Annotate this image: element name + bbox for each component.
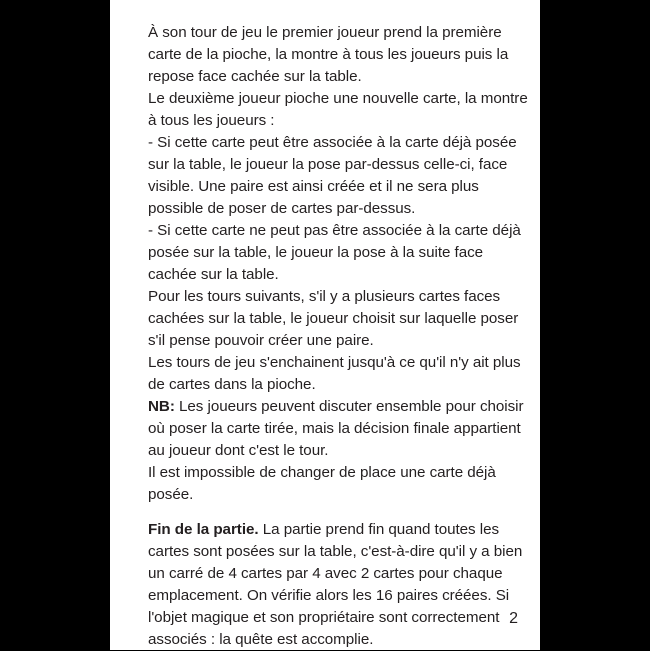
paragraph-8 [148,462,532,506]
paragraph-5 [148,286,532,352]
page-sheet [110,0,540,650]
page-number: 2 [509,610,518,627]
paragraph-4 [148,220,532,286]
paragraph-3-text: - Si cette carte peut être associée à la carte déjà posée sur la table, le joueur la pose par-dessus celle-ci, face visible. Une paire est ainsi créée et il ne sera plus possible de poser de cartes par-dessus. [148,134,517,217]
paragraph-5-text: Pour les tours suivants, s'il y a plusieurs cartes faces cachées sur la table, le joueur choisit sur laquelle poser s'il pense pouvoir créer une paire. [148,288,519,349]
end-of-game-heading: Fin de la partie. [148,521,259,538]
body-text-column [148,22,532,651]
paragraph-8-text: Il est impossible de changer de place une carte déjà posée. [148,464,496,503]
paragraph-7-text: Les joueurs peuvent discuter ensemble pour choisir où poser la carte tirée, mais la décision finale appartient au joueur dont c'est le tour. [148,398,524,459]
paragraph-4-text: - Si cette carte ne peut pas être associée à la carte déjà posée sur la table, le joueur la pose à la suite face cachée sur la table. [148,222,521,283]
paragraph-9-end-of-game [148,519,532,651]
paragraph-6-text: Les tours de jeu s'enchainent jusqu'à ce qu'il n'y ait plus de cartes dans la pioche. [148,354,521,393]
note-label: NB: [148,398,175,415]
paragraph-7-note [148,396,532,462]
paragraph-3 [148,132,532,220]
paragraph-6 [148,352,532,396]
paragraph-2 [148,88,532,132]
paragraph-1 [148,22,532,88]
paragraph-2-text: Le deuxième joueur pioche une nouvelle carte, la montre à tous les joueurs : [148,90,528,129]
paragraph-1-text: À son tour de jeu le premier joueur prend la première carte de la pioche, la montre à tous les joueurs puis la repose face cachée sur la table. [148,24,509,85]
paragraph-9-text: La partie prend fin quand toutes les cartes sont posées sur la table, c'est-à-dire qu'il y a bien un carré de 4 cartes par 4 avec 2 cartes pour chaque emplacement. On vérifie alors les 16 paires créées. Si l'objet magique et son propriétaire sont correctement associés : la quête est accomplie. [148,521,523,648]
